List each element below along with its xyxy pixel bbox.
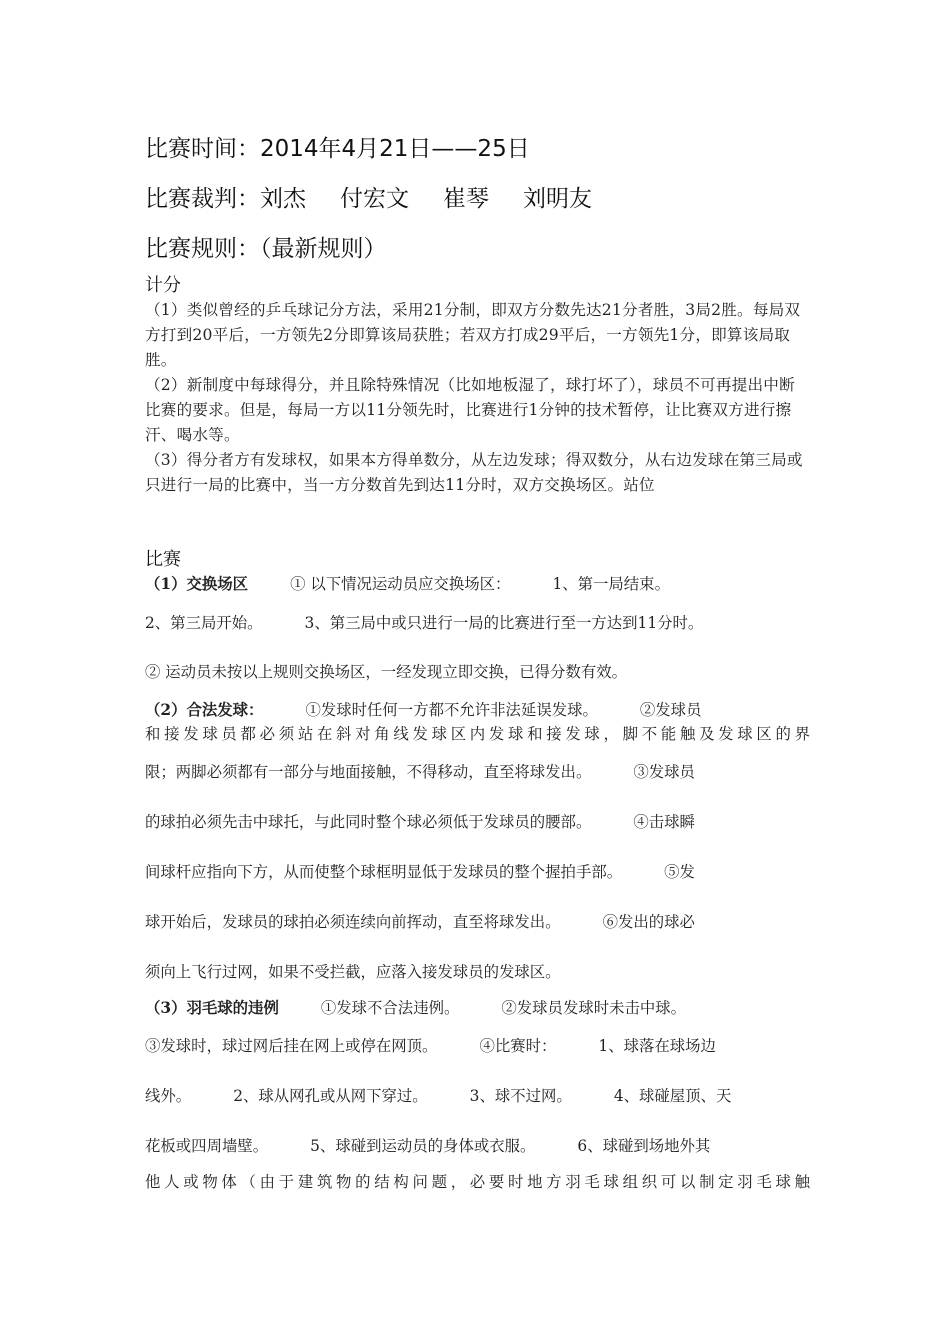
rule-text: ①发球时任何一方都不允许非法延误发球。 [305,701,598,719]
rule-text: 线外。 [145,1087,192,1105]
rule-text: ④比赛时： [479,1037,557,1055]
faults-line [145,996,810,1021]
match-rules [145,232,810,266]
section-label: （1）交换场区 [145,575,249,593]
legal-service-line [145,960,810,985]
rule-text: ② 运动员未按以上规则交换场区，一经发现立即交换，已得分数有效。 [145,663,628,681]
match-time-label: 比赛时间： [145,136,260,162]
rules-label: 比赛规则： [145,236,260,262]
rules-note: （最新规则） [260,236,387,262]
rule-text: ③发球时，球过网后挂在网上或停在网顶。 [145,1037,438,1055]
referee-name: 崔琴 [443,186,489,212]
scoring-paragraph: （1）类似曾经的乒乓球记分方法，采用21分制，即双方分数先达21分者胜，3局2胜。每局双方打到20平后，一方领先2分即算该局获胜；若双方打成29平后，一方领先1分，即算该局取胜。 [145,301,801,369]
change-ends-line [145,660,810,685]
faults-line [145,1170,810,1195]
rule-text: 1、球落在球场边 [598,1037,716,1055]
rule-text: 限；两脚必须都有一部分与地面接触，不得移动，直至将球发出。 [145,763,592,781]
rule-text: 2、第三局开始。 [145,614,263,632]
scoring-paragraph: （3）得分者方有发球权，如果本方得单数分，从左边发球；得双数分，从右边发球在第三局或只进行一局的比赛中，当一方分数首先到达11分时，双方交换场区。站位 [145,451,803,494]
change-ends-line [145,572,810,597]
match-referees [145,182,810,216]
rule-text: ① 以下情况运动员应交换场区： [290,575,511,593]
rule-text: 6、球碰到场地外其 [577,1137,711,1155]
legal-service-line [145,810,810,835]
rule-text: ⑥发出的球必 [602,913,695,931]
legal-service-line [145,860,810,885]
rule-text: 5、球碰到运动员的身体或衣服。 [310,1137,536,1155]
rule-text: 须向上飞行过网，如果不受拦截，应落入接发球员的发球区。 [145,963,561,981]
referee-label: 比赛裁判： [145,186,260,212]
rule-text: 1、第一局结束。 [552,575,670,593]
match-heading: 比赛 [145,549,181,570]
rule-text: 3、球不过网。 [469,1087,572,1105]
change-ends-line [145,611,810,636]
match-time [145,132,810,166]
legal-service-line [145,910,810,935]
legal-service-line [145,698,810,723]
rule-text: 他人或物体（由于建筑物的结构问题，必要时地方羽毛球组织可以制定羽毛球触 [145,1173,810,1191]
referee-name: 刘明友 [523,186,592,212]
faults-line [145,1084,810,1109]
rule-text: 球开始后，发球员的球拍必须连续向前挥动，直至将球发出。 [145,913,561,931]
rule-text: 间球杆应指向下方，从而使整个球框明显低于发球员的整个握拍手部。 [145,863,623,881]
rule-text: 的球拍必须先击中球托，与此同时整个球必须低于发球员的腰部。 [145,813,592,831]
scoring-heading: 计分 [145,275,181,296]
rule-text: 2、球从网孔或从网下穿过。 [233,1087,428,1105]
faults-line [145,1034,810,1059]
match-time-value: 2014年4月21日——25日 [260,136,530,162]
scoring-section [145,298,810,498]
legal-service-line [145,722,810,747]
rule-text: 花板或四周墙壁。 [145,1137,269,1155]
rule-text: ④击球瞬 [633,813,695,831]
faults-line [145,1134,810,1159]
rule-text: 和接发球员都必须站在斜对角线发球区内发球和接发球，脚不能触及发球区的界 [145,725,810,743]
rule-text: 4、球碰屋顶、天 [613,1087,732,1105]
legal-service-line [145,760,810,785]
rule-text: ②发球员 [639,701,702,719]
rule-text: ③发球员 [633,763,695,781]
section-label: （2）合法发球： [145,701,264,719]
referee-name: 付宏文 [340,186,409,212]
section-label: （3）羽毛球的违例 [145,999,279,1017]
rule-text: 3、第三局中或只进行一局的比赛进行至一方达到11分时。 [304,614,704,632]
rule-text: ⑤发 [664,863,695,881]
rule-text: ②发球员发球时未击中球。 [501,999,687,1017]
referee-name: 刘杰 [260,186,306,212]
rule-text: ①发球不合法违例。 [320,999,460,1017]
scoring-paragraph: （2）新制度中每球得分，并且除特殊情况（比如地板湿了，球打坏了），球员不可再提出中断比赛的要求。但是，每局一方以11分领先时，比赛进行1分钟的技术暂停，让比赛双方进行擦汗、喝水等。 [145,376,795,444]
